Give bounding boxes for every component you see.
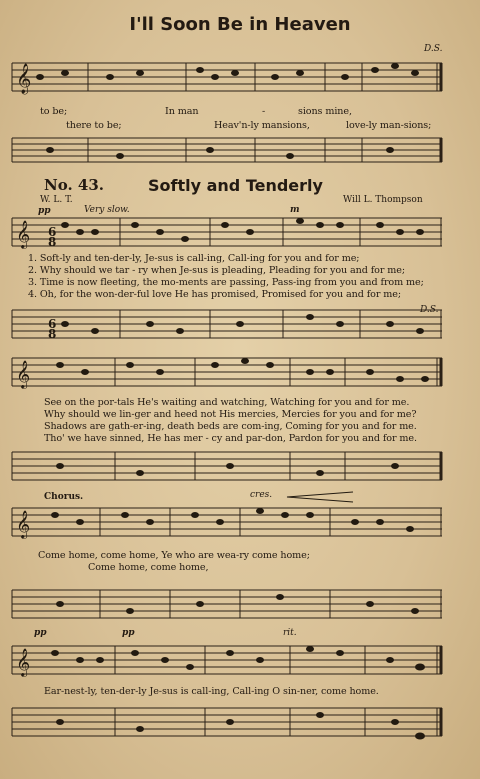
hymn1-lyric-1b: In man <box>165 106 199 117</box>
staff-system-5-bass <box>0 700 480 750</box>
chorus-lyric-2: Come home, come home, <box>88 562 209 573</box>
dynamic-pp-1: pp <box>34 628 47 638</box>
verse1-part2: See on the por-tals He's waiting and watching, Watching for you and for me. <box>44 397 410 408</box>
verse4-part2: Tho' we have sinned, He has mer - cy and par-don, Pardon for you and for me. <box>44 433 417 444</box>
verse2-part2: Why should we lin-ger and heed not His mercies, Mercies for you and for me? <box>44 409 417 420</box>
dynamic-pp-2: pp <box>122 628 135 638</box>
staff-system-4-treble <box>0 500 480 546</box>
svg-text:𝄞: 𝄞 <box>16 510 31 538</box>
hymn-number: No. 43. <box>44 176 104 194</box>
verse2-part1: 2. Why should we tar - ry when Je-sus is pleading, Pleading for you and for me; <box>28 265 405 276</box>
svg-text:𝄞: 𝄞 <box>16 220 31 248</box>
ds-mark-1: D.S. <box>424 44 443 54</box>
cres-marking: cres. <box>250 490 273 500</box>
svg-text:6: 6 <box>48 317 57 331</box>
music-credit: Will L. Thompson <box>343 195 423 205</box>
staff-system-2-bass <box>0 300 480 346</box>
ds-mark-2: D.S. <box>420 305 439 315</box>
hymn-title-2: Softly and Tenderly <box>148 176 323 195</box>
dynamic-m: m <box>290 205 300 215</box>
chorus-lyric-1: Come home, come home, Ye who are wea-ry come home; <box>38 550 310 561</box>
svg-text:8: 8 <box>48 327 57 341</box>
verse3-part1: 3. Time is now fleeting, the mo-ments are passing, Pass-ing from you and from me; <box>28 277 424 288</box>
hymn-title-1: I'll Soon Be in Heaven <box>129 14 351 35</box>
staff-system-3-treble <box>0 352 480 396</box>
staff-system-1-treble <box>0 55 480 105</box>
final-lyric: Ear-nest-ly, ten-der-ly Je-sus is call-ing, Call-ing O sin-ner, come home. <box>44 686 379 697</box>
svg-text:8: 8 <box>48 235 57 249</box>
chorus-label: Chorus. <box>44 492 84 502</box>
staff-system-3-bass <box>0 446 480 486</box>
hymn1-lyric-1c: - <box>262 106 266 117</box>
words-credit: W. L. T. <box>40 195 73 205</box>
hymn1-lyric-1a: to be; <box>40 106 68 117</box>
hymn1-lyric-1d: sions mine, <box>298 106 352 117</box>
verse1-part1: 1. Soft-ly and ten-der-ly, Je-sus is call-ing, Call-ing for you and for me; <box>28 253 360 264</box>
rit-marking: rit. <box>283 628 297 638</box>
svg-text:𝄞: 𝄞 <box>16 648 31 676</box>
verse3-part2: Shadows are gath-er-ing, death beds are com-ing, Coming for you and for me. <box>44 421 417 432</box>
svg-text:6: 6 <box>48 225 57 239</box>
staff-system-5-treble <box>0 638 480 684</box>
svg-text:𝄞: 𝄞 <box>16 360 31 388</box>
staff-system-2-treble <box>0 212 480 256</box>
hymn1-lyric-2b: Heav'n-ly mansions, <box>214 120 310 131</box>
hymn1-lyric-2a: there to be; <box>66 120 122 131</box>
hymn1-lyric-2c: love-ly man-sions; <box>346 120 432 131</box>
verse4-part1: 4. Oh, for the won-der-ful love He has promised, Promised for you and for me; <box>28 289 401 300</box>
svg-text:𝄞: 𝄞 <box>16 64 32 94</box>
dynamic-pp-start: pp <box>38 206 51 216</box>
staff-system-1-bass <box>0 132 480 172</box>
staff-system-4-bass <box>0 580 480 626</box>
tempo-marking: Very slow. <box>84 205 130 215</box>
